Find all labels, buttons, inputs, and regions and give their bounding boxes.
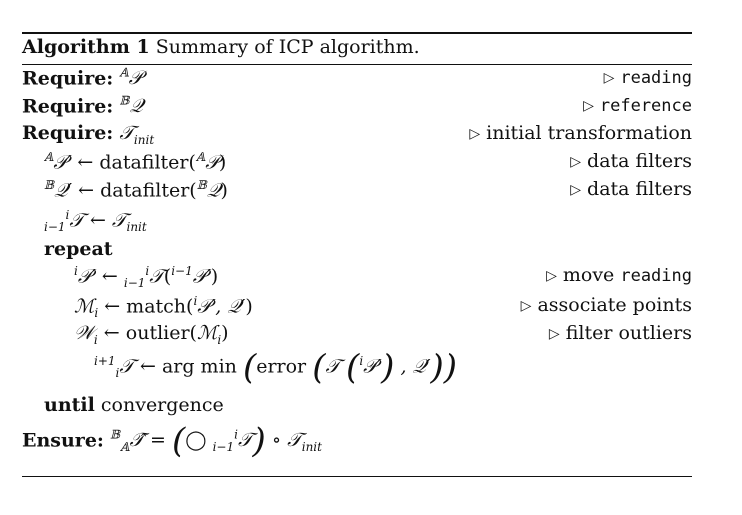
repeat-line <box>22 238 692 266</box>
triangle-icon: ▷ <box>548 326 560 342</box>
header-rule <box>22 64 692 65</box>
reading-symbol: $^𝔸$𝒫 <box>119 66 143 90</box>
require-keyword: Require: <box>22 95 114 118</box>
comment-match: ▷ associate points <box>520 294 692 316</box>
comment-reading: ▷ reading <box>603 68 692 88</box>
require-reading <box>22 66 692 94</box>
top-rule <box>22 32 692 34</box>
init-symbol: 𝒯$_{init}$ <box>119 122 155 147</box>
comment-move: ▷ move reading <box>546 264 692 286</box>
comment-outlier: ▷ filter outliers <box>548 322 692 344</box>
ensure-expression: $^𝔹_𝔸$𝒯̂ = (◯ $_{i-1}^i$𝒯) ∘ 𝒯$_{init}$ <box>109 421 322 462</box>
datafilter-reference: $^𝔹$𝒬′ ← datafilter($^𝔹$𝒬) ▷ data filters <box>44 178 692 202</box>
comment-init: ▷ initial transformation <box>469 122 692 144</box>
require-keyword: Require: <box>22 122 114 144</box>
ensure-keyword: Ensure: <box>22 429 104 452</box>
bottom-rule <box>22 476 692 477</box>
outlier-line: 𝒲$_i$ ← outlier(ℳ$_i$) ▷ filter outliers <box>74 322 692 347</box>
until-line <box>22 394 692 422</box>
triangle-icon: ▷ <box>603 70 615 86</box>
repeat-keyword: repeat <box>44 238 113 260</box>
comment-reference: ▷ reference <box>583 96 692 116</box>
move-line: $^i$𝒫′ ← $_{i-1}^i$𝒯($^{i-1}$𝒫′) ▷ move reading <box>74 264 692 291</box>
convergence-text: convergence <box>100 394 224 416</box>
algorithm-caption: Summary of ICP algorithm. <box>155 36 420 58</box>
require-init <box>22 122 692 150</box>
init-transform: $_{i-1}^i$𝒯 ← 𝒯$_{init}$ <box>44 208 147 235</box>
algorithm-title <box>22 36 692 64</box>
algorithm-label: Algorithm 1 <box>22 36 150 58</box>
datafilter-reading: $^𝔸$𝒫′ ← datafilter($^𝔸$𝒫) ▷ data filters <box>44 150 692 174</box>
require-reference <box>22 94 692 122</box>
triangle-icon: ▷ <box>583 98 594 114</box>
reference-symbol: $^𝔹$𝒬 <box>119 94 144 118</box>
ensure-line <box>22 421 692 468</box>
comment-filter-q: ▷ data filters <box>570 178 692 200</box>
triangle-icon: ▷ <box>570 182 582 198</box>
until-keyword: until <box>44 394 95 416</box>
triangle-icon: ▷ <box>469 126 481 142</box>
require-keyword: Require: <box>22 67 114 90</box>
match-line: ℳ$_i$ ← match($^i$𝒫′, 𝒬′) ▷ associate points <box>74 294 692 321</box>
comment-filter-p: ▷ data filters <box>570 150 692 172</box>
triangle-icon: ▷ <box>546 268 557 284</box>
triangle-icon: ▷ <box>570 154 582 170</box>
triangle-icon: ▷ <box>520 298 532 314</box>
argmin-line: $^{i+1}_i$𝒯 ← arg min (error (𝒯 ($^i$𝒫′) , 𝒬′)) <box>94 347 458 388</box>
